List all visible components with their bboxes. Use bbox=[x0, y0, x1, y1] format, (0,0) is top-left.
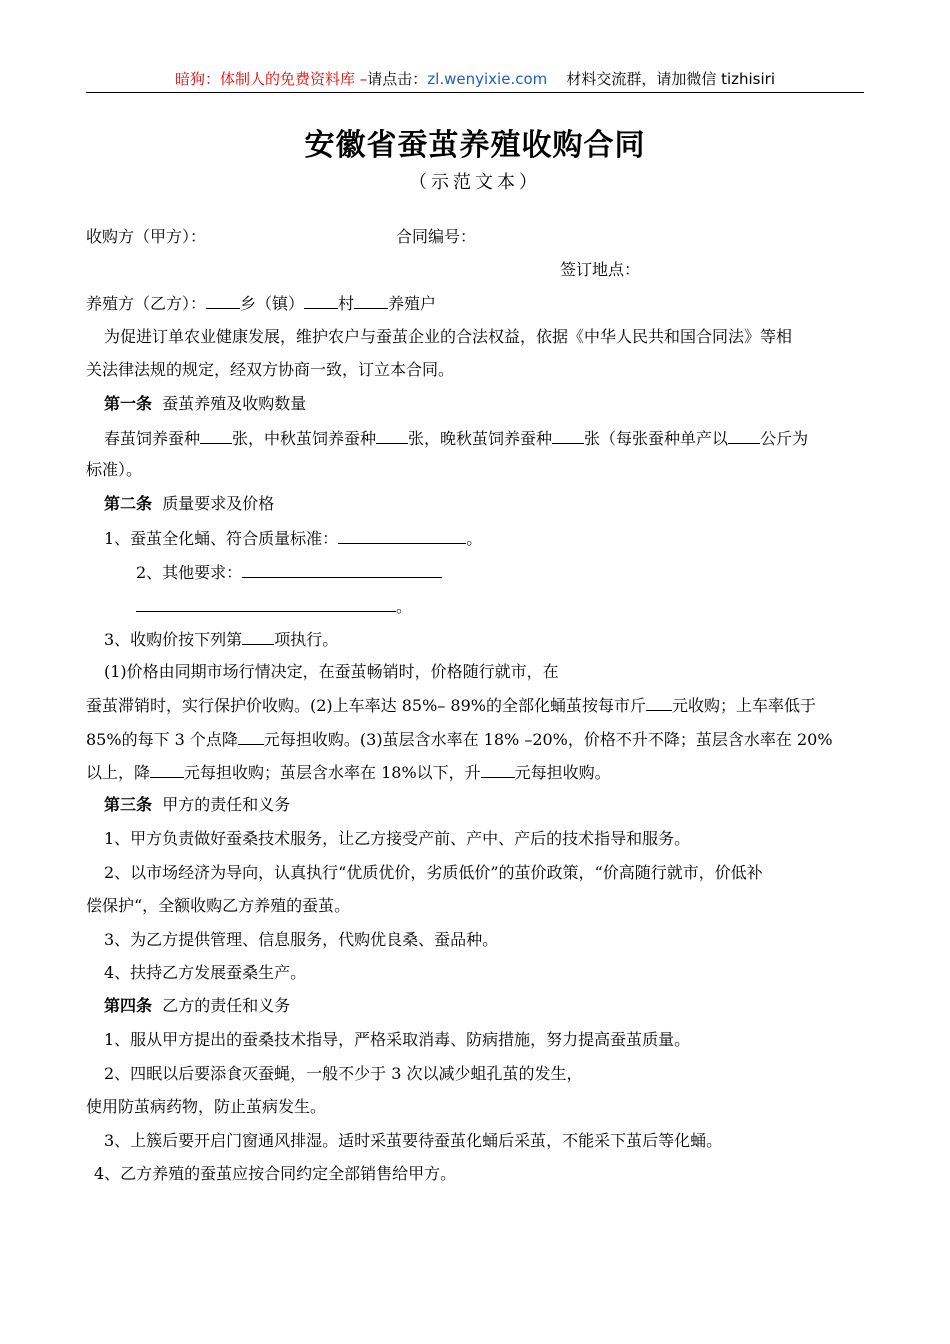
article-3-item-2-cont: 偿保护“，全额收购乙方养殖的蚕茧。 bbox=[86, 896, 351, 915]
article-4-item-2-cont: 使用防茧病药物，防止茧病发生。 bbox=[86, 1097, 327, 1116]
text-segment: 元每担收购。(3)茧层含水率在 18% –20%，价格不升不降；茧层含水率在 20% bbox=[263, 730, 833, 749]
text-segment: 公斤为 bbox=[760, 429, 809, 448]
text-segment: 张（每张蚕种单产以 bbox=[584, 429, 729, 448]
blank-field[interactable] bbox=[646, 694, 672, 711]
header-url-link[interactable]: zl.wenyixie.com bbox=[427, 70, 548, 88]
article-number: 第二条 bbox=[104, 494, 153, 513]
article-number: 第四条 bbox=[104, 996, 153, 1015]
village-label: 村 bbox=[338, 294, 355, 313]
article-2-item-2-cont bbox=[136, 595, 412, 618]
blank-field[interactable] bbox=[200, 427, 232, 444]
article-3-heading bbox=[104, 794, 290, 816]
text-segment: 元收购；上车率低于 bbox=[671, 696, 816, 715]
text-segment: 85%的每下 3 个点降 bbox=[86, 730, 238, 749]
blank-field[interactable] bbox=[242, 628, 274, 645]
intro-line-1: 为促进订单农业健康发展，维护农户与蚕茧企业的合法权益，依据《中华人民共和国合同法》等相 bbox=[104, 327, 793, 346]
price-rule-1: (1)价格由同期市场行情决定，在蚕茧畅销时，价格随行就市，在 bbox=[104, 662, 559, 681]
text-segment: 元每担收购；茧层含水率在 18%以下，升 bbox=[184, 763, 481, 782]
text-segment: 元每担收购。 bbox=[514, 763, 611, 782]
text-segment: 。 bbox=[396, 597, 413, 616]
page-header bbox=[86, 66, 864, 93]
article-title: 乙方的责任和义务 bbox=[162, 996, 291, 1015]
document-subtitle: （示范文本） bbox=[409, 172, 541, 193]
blank-field[interactable] bbox=[354, 292, 388, 309]
text-segment: 张，中秋茧饲养蚕种 bbox=[232, 429, 377, 448]
article-3-item-3: 3、为乙方提供管理、信息服务，代购优良桑、蚕品种。 bbox=[104, 930, 499, 949]
header-dash: – bbox=[355, 70, 368, 88]
sign-place-label: 签订地点： bbox=[560, 260, 641, 279]
buyer-label: 收购方（甲方）： bbox=[86, 227, 207, 246]
blank-field[interactable] bbox=[552, 427, 584, 444]
article-1-line-1 bbox=[104, 427, 808, 450]
header-click-label: 请点击： bbox=[367, 70, 428, 88]
article-title: 甲方的责任和义务 bbox=[162, 795, 291, 814]
text-segment: 3、收购价按下列第 bbox=[104, 630, 243, 649]
header-group-text: 材料交流群，请加微信 tizhisiri bbox=[566, 70, 775, 88]
household-label: 养殖户 bbox=[388, 294, 437, 313]
blank-field[interactable] bbox=[238, 728, 264, 745]
text-segment: 。 bbox=[466, 529, 483, 548]
contract-number-label: 合同编号： bbox=[396, 227, 477, 246]
article-title: 质量要求及价格 bbox=[162, 494, 275, 513]
article-number: 第一条 bbox=[104, 394, 153, 413]
article-number: 第三条 bbox=[104, 795, 153, 814]
text-segment: 以上，降 bbox=[86, 763, 151, 782]
blank-field[interactable] bbox=[481, 761, 515, 778]
blank-field[interactable] bbox=[376, 427, 408, 444]
article-3-item-1: 1、甲方负责做好蚕桑技术服务，让乙方接受产前、产中、产后的技术指导和服务。 bbox=[104, 829, 691, 848]
text-segment: 春茧饲养蚕种 bbox=[104, 429, 201, 448]
article-2-item-3 bbox=[104, 628, 338, 651]
article-1-heading bbox=[104, 393, 306, 415]
article-title: 蚕茧养殖及收购数量 bbox=[162, 394, 307, 413]
blank-field[interactable] bbox=[150, 761, 184, 778]
blank-field[interactable] bbox=[136, 595, 396, 612]
article-2-item-2 bbox=[136, 561, 442, 584]
article-4-item-4: 4、乙方养殖的蚕茧应按合同约定全部销售给甲方。 bbox=[94, 1164, 457, 1183]
text-segment: 项执行。 bbox=[274, 630, 339, 649]
price-rule-2 bbox=[86, 694, 816, 717]
blank-field[interactable] bbox=[338, 527, 466, 544]
text-segment: 1、蚕茧全化蛹、符合质量标准： bbox=[104, 529, 339, 548]
breeder-line bbox=[86, 292, 436, 315]
article-4-item-3: 3、上簇后要开启门窗通风排湿。适时采茧要待蚕茧化蛹后采茧，不能采下茧后等化蛹。 bbox=[104, 1131, 723, 1150]
article-2-item-1 bbox=[104, 527, 482, 550]
text-segment: 张，晚秋茧饲养蚕种 bbox=[408, 429, 553, 448]
article-2-heading bbox=[104, 493, 274, 515]
intro-line-2: 关法律法规的规定，经双方协商一致，订立本合同。 bbox=[86, 360, 455, 379]
price-rule-3 bbox=[86, 728, 833, 751]
blank-field[interactable] bbox=[304, 292, 338, 309]
article-4-heading bbox=[104, 995, 290, 1017]
price-rule-4 bbox=[86, 761, 611, 784]
header-site-name: 暗狗：体制人的免费资料库 bbox=[174, 70, 355, 88]
text-segment: 2、其他要求： bbox=[136, 563, 243, 582]
article-3-item-4: 4、扶持乙方发展蚕桑生产。 bbox=[104, 963, 307, 982]
article-3-item-2: 2、以市场经济为导向，认真执行“优质优价，劣质低价”的茧价政策，“价高随行就市，价低补 bbox=[104, 863, 763, 882]
blank-field[interactable] bbox=[728, 427, 760, 444]
blank-field[interactable] bbox=[242, 561, 442, 578]
text-segment: 蚕茧滞销时，实行保护价收购。(2)上车率达 85%– 89%的全部化蛹茧按每市斤 bbox=[86, 696, 646, 715]
blank-field[interactable] bbox=[206, 292, 240, 309]
article-1-line-2: 标准）。 bbox=[86, 460, 143, 479]
article-4-item-2: 2、四眠以后要添食灭蚕蝇，一般不少于 3 次以减少蛆孔茧的发生， bbox=[104, 1064, 583, 1083]
document-title: 安徽省蚕茧养殖收购合同 bbox=[304, 128, 646, 163]
article-4-item-1: 1、服从甲方提出的蚕桑技术指导，严格采取消毒、防病措施，努力提高蚕茧质量。 bbox=[104, 1030, 691, 1049]
breeder-label: 养殖方（乙方）： bbox=[86, 294, 207, 313]
town-label: 乡（镇） bbox=[240, 294, 305, 313]
